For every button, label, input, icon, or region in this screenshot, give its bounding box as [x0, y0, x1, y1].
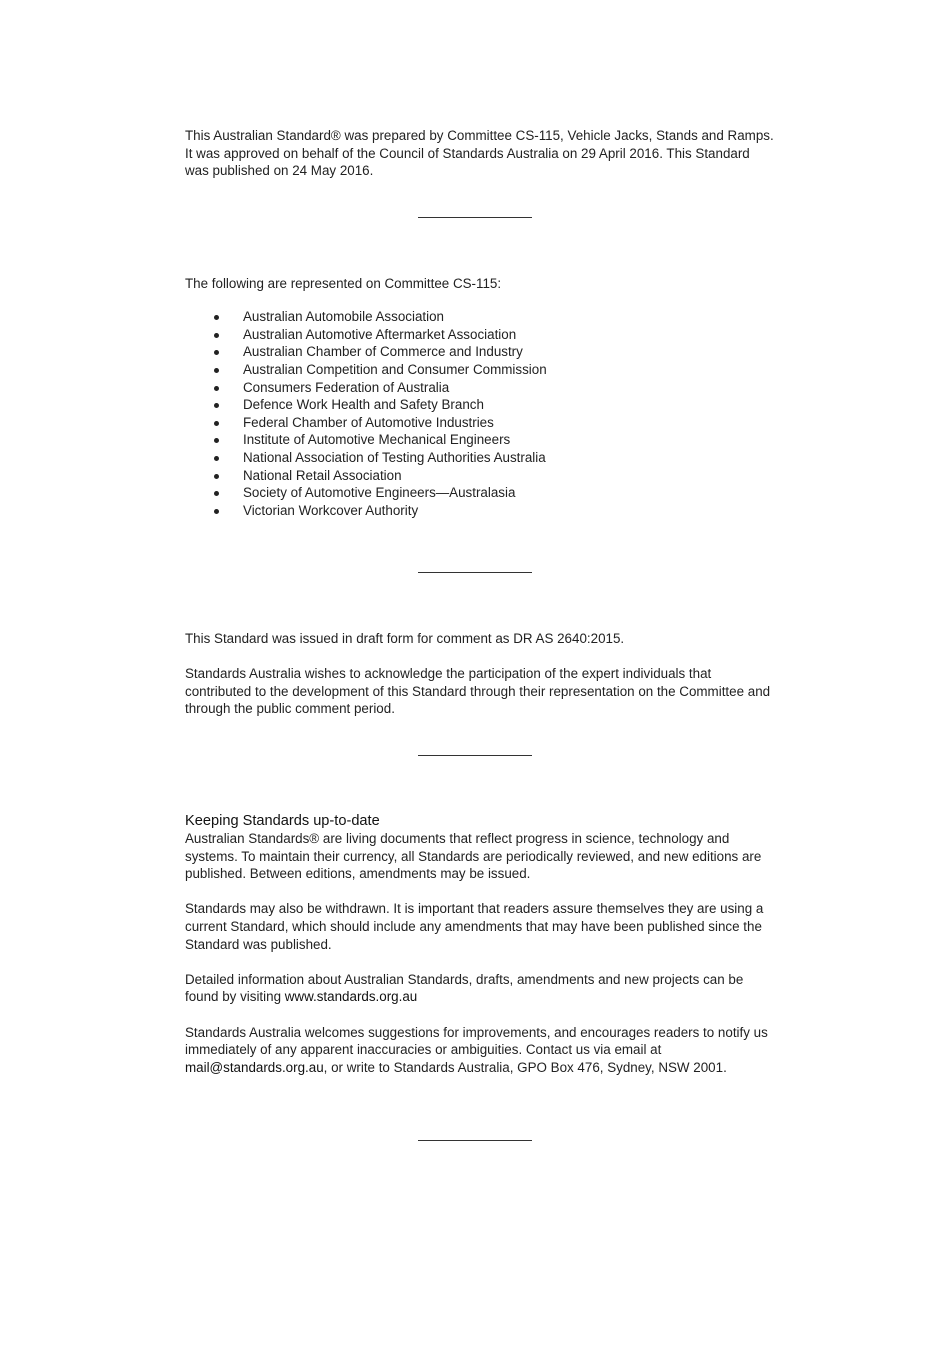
withdrawal-paragraph: Standards may also be withdrawn. It is important that readers assure themselves they are using a current Standard, which should include any amendments that may have been published since the Standard was published. — [185, 901, 764, 952]
section-divider — [418, 217, 532, 218]
approval-section — [185, 127, 775, 180]
committee-member-item: Defence Work Health and Safety Branch — [185, 396, 775, 414]
living-documents-paragraph: Australian Standards® are living documents that reflect progress in science, technology and systems. To maintain their currency, all Standards are periodically reviewed, and new editions are published. Between editions, amendments may be issued. — [185, 831, 762, 882]
contact-address-text: , or write to Standards Australia, GPO Box 476, Sydney, NSW 2001. — [323, 1059, 727, 1075]
up-to-date-section — [185, 812, 770, 1076]
committee-member-item: Victorian Workcover Authority — [185, 502, 775, 520]
section-divider — [418, 572, 532, 573]
draft-issued-paragraph: This Standard was issued in draft form for comment as DR AS 2640:2015. — [185, 631, 625, 646]
contact-paragraph — [185, 1024, 770, 1077]
section-divider — [418, 755, 532, 756]
committee-member-item: Australian Chamber of Commerce and Industry — [185, 343, 775, 361]
committee-member-item: Society of Automotive Engineers—Australasia — [185, 484, 775, 502]
committee-member-item: Australian Automotive Aftermarket Association — [185, 326, 775, 344]
draft-section — [185, 630, 775, 718]
approval-paragraph: This Australian Standard® was prepared by Committee CS-115, Vehicle Jacks, Stands and Ramps. It was approved on behalf of the Council of Standards Australia on 29 April 2016. This Standard was published on 24 May 2016. — [185, 128, 774, 179]
committee-intro: The following are represented on Committee CS-115: — [185, 276, 502, 291]
acknowledgement-paragraph: Standards Australia wishes to acknowledge the participation of the expert individuals that contributed to the development of this Standard through their representation on the Committee and through the public comment period. — [185, 666, 771, 717]
information-paragraph — [185, 971, 770, 1006]
website-link[interactable]: www.standards.org.au — [284, 989, 418, 1005]
information-text: Detailed information about Australian Standards, drafts, amendments and new projects can be found by visiting — [185, 971, 744, 1005]
committee-section — [185, 275, 775, 519]
committee-member-item: Federal Chamber of Automotive Industries — [185, 414, 775, 432]
up-to-date-heading: Keeping Standards up-to-date — [185, 813, 380, 829]
committee-member-item: National Association of Testing Authorities Australia — [185, 449, 775, 467]
committee-member-item: Australian Competition and Consumer Commission — [185, 361, 775, 379]
committee-member-item: Australian Automobile Association — [185, 308, 775, 326]
committee-member-item: Institute of Automotive Mechanical Engineers — [185, 431, 775, 449]
section-divider — [418, 1140, 532, 1141]
email-link[interactable]: mail@standards.org.au — [185, 1059, 324, 1075]
committee-member-item: Consumers Federation of Australia — [185, 379, 775, 397]
committee-member-list — [185, 308, 775, 519]
committee-member-item: National Retail Association — [185, 467, 775, 485]
contact-text: Standards Australia welcomes suggestions for improvements, and encourages readers to notify us immediately of any apparent inaccuracies or ambiguities. Contact us via email at — [185, 1024, 768, 1058]
